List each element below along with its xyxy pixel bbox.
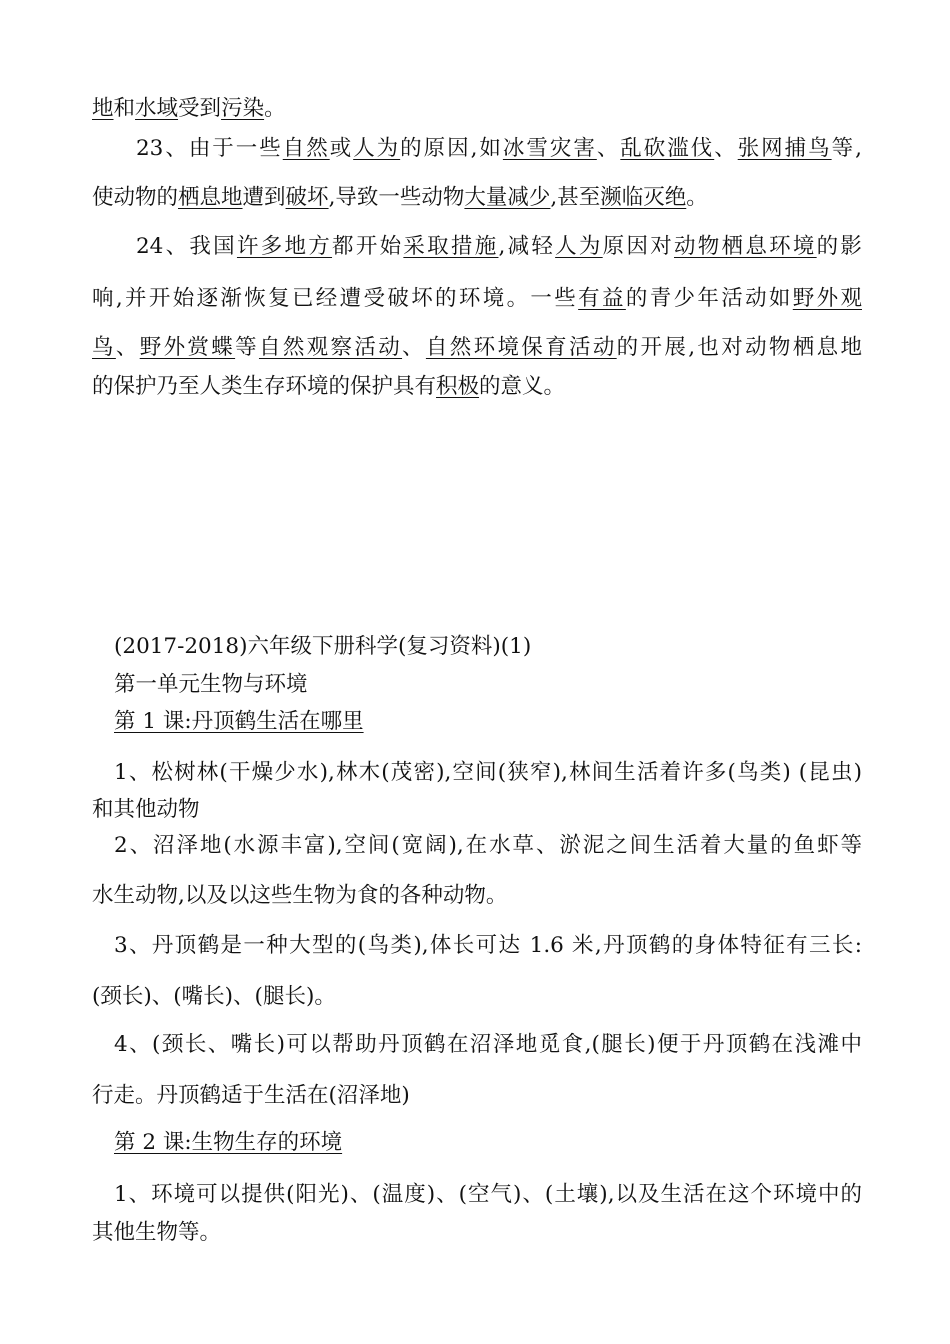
text-run: 、	[402, 335, 426, 360]
para-24-line-3	[92, 333, 862, 363]
lesson-2-title	[114, 1128, 884, 1158]
lesson-1-title	[114, 707, 884, 737]
text-run: 的青少年活动如	[625, 286, 793, 311]
para-22-tail	[92, 94, 862, 124]
text-run: 、	[115, 335, 140, 360]
text-run: 。	[686, 185, 708, 210]
text-run: 的意义。	[479, 374, 566, 399]
lesson-1-item-4-line-1: 4、(颈长、嘴长)可以帮助丹顶鹤在沼泽地觅食,(腿长)便于丹顶鹤在浅滩中	[114, 1032, 862, 1057]
para-24-line-1	[92, 232, 862, 262]
text-run: 原因对	[602, 234, 674, 259]
underlined-term: 野外赏蝶	[139, 335, 236, 360]
lesson-1-item-1-line-1: 1、松树林(干燥少水),林木(茂密),空间(狭窄),林间生活着许多(鸟类) (昆虫)	[114, 760, 862, 785]
underlined-term: 野外观	[792, 286, 862, 311]
underlined-term: 有益	[578, 286, 626, 311]
underlined-term: 人为	[353, 136, 401, 161]
text-run: 的原因,如	[400, 136, 503, 161]
lesson-1-item-2-line-1: 2、沼泽地(水源丰富),空间(宽阔),在水草、淤泥之间生活着大量的鱼虾等	[114, 833, 862, 858]
text-run: 遭到	[242, 185, 286, 210]
underlined-term: 鸟	[92, 335, 116, 360]
para-23-line-1	[92, 134, 862, 164]
para-23-line-2	[92, 183, 862, 213]
text-run: ,甚至	[550, 185, 601, 210]
underlined-term: 自然环境保育活动	[425, 335, 617, 360]
lesson-2-item-1-line-2: 其他生物等。	[92, 1220, 222, 1245]
text-run: ,减轻	[498, 234, 556, 259]
text-run: 或	[329, 136, 354, 161]
underlined-term: 积极	[436, 374, 480, 399]
text-run: 使动物的	[92, 185, 179, 210]
underlined-term: 污染	[221, 96, 265, 121]
underlined-term: 破坏	[285, 185, 329, 210]
text-run: 和	[113, 96, 136, 121]
text-run: 响,并开始逐渐恢复已经遭受破坏的环境。一些	[92, 286, 579, 311]
text-run: 、	[714, 136, 738, 161]
text-run: 受到	[178, 96, 222, 121]
text-run: ,导致一些动物	[328, 185, 465, 210]
lesson-1-item-4-line-2: 行走。丹顶鹤适于生活在(沼泽地)	[92, 1083, 410, 1108]
text-run: 等,	[831, 136, 862, 161]
underlined-term: 水域	[135, 96, 179, 121]
text-run: 的保护乃至人类生存环境的保护具有	[92, 374, 437, 399]
underlined-term: 人为	[555, 234, 603, 259]
para-24-line-4	[92, 372, 862, 402]
lesson-1-item-3-line-1: 3、丹顶鹤是一种大型的(鸟类),体长可达 1.6 米,丹顶鹤的身体特征有三长:	[114, 933, 862, 958]
unit-title: 第一单元生物与环境	[114, 672, 308, 697]
underlined-term: 大量减少	[464, 185, 551, 210]
text-run: 。	[264, 96, 286, 121]
text-run: 都开始	[332, 234, 404, 259]
text-run: 的影	[816, 234, 862, 259]
underlined-term: 张网捕鸟	[737, 136, 832, 161]
lesson-1-item-2-line-2: 水生动物,以及以这些生物为食的各种动物。	[92, 883, 508, 908]
text-run: 23、由于一些	[136, 136, 283, 161]
text-run: 、	[596, 136, 621, 161]
underlined-term: 冰雪灾害	[502, 136, 597, 161]
text-run: 24、我国	[136, 234, 237, 259]
underlined-term: 乱砍滥伐	[620, 136, 715, 161]
underlined-term: 采取措施	[403, 234, 499, 259]
lesson-1-item-3-line-2: (颈长)、(嘴长)、(腿长)。	[92, 984, 336, 1009]
underlined-term: 地	[92, 96, 114, 121]
underlined-term: 栖息地	[178, 185, 243, 210]
underlined-term: 自然	[282, 136, 330, 161]
underlined-term: 许多地方	[236, 234, 333, 259]
underlined-term: 自然观察活动	[258, 335, 403, 360]
text-run: 等	[235, 335, 259, 360]
lesson-1-item-1-line-2: 和其他动物	[92, 797, 200, 822]
underlined-term: 动物栖息环境	[674, 234, 817, 259]
lesson-1-title-text: 第 1 课:丹顶鹤生活在哪里	[114, 709, 364, 734]
document-title: (2017-2018)六年级下册科学(复习资料)(1)	[114, 634, 532, 659]
lesson-2-title-text: 第 2 课:生物生存的环境	[114, 1130, 343, 1155]
para-24-line-2	[92, 284, 862, 314]
text-run: 的开展,也对动物栖息地	[616, 335, 862, 360]
lesson-2-item-1-line-1: 1、环境可以提供(阳光)、(温度)、(空气)、(土壤),以及生活在这个环境中的	[114, 1182, 862, 1207]
underlined-term: 濒临灭绝	[600, 185, 687, 210]
